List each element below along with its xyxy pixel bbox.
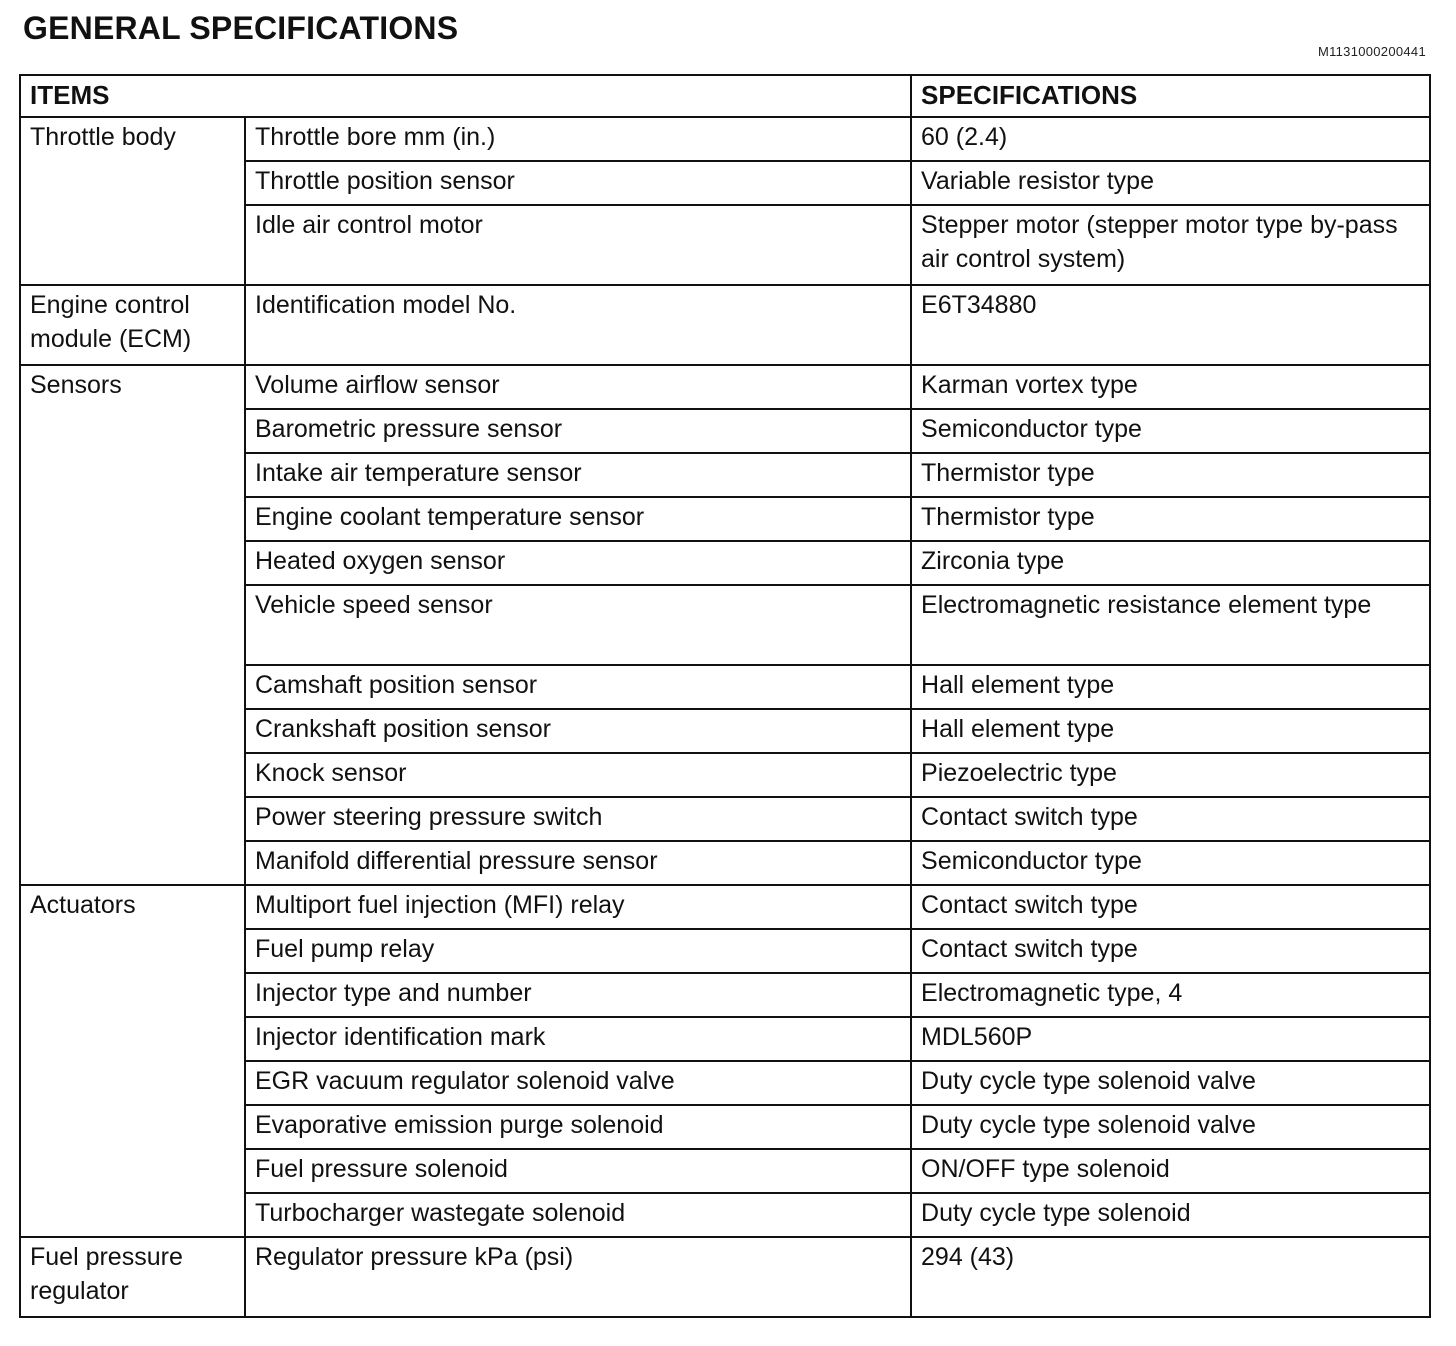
- spec-cell: E6T34880: [911, 285, 1430, 365]
- spec-cell: Contact switch type: [911, 885, 1430, 929]
- item-cell: Barometric pressure sensor: [245, 409, 911, 453]
- spec-cell: Variable resistor type: [911, 161, 1430, 205]
- spec-cell: Contact switch type: [911, 797, 1430, 841]
- spec-cell: Piezoelectric type: [911, 753, 1430, 797]
- spec-cell: Electromagnetic type, 4: [911, 973, 1430, 1017]
- spec-cell: Contact switch type: [911, 929, 1430, 973]
- page-title: GENERAL SPECIFICATIONS: [23, 10, 459, 46]
- table-row: [20, 365, 1430, 409]
- item-cell: Volume airflow sensor: [245, 365, 911, 409]
- spec-cell: Karman vortex type: [911, 365, 1430, 409]
- item-cell: Identification model No.: [245, 285, 911, 365]
- item-cell: Evaporative emission purge solenoid: [245, 1105, 911, 1149]
- item-cell: Fuel pressure solenoid: [245, 1149, 911, 1193]
- table-row: [20, 1237, 1430, 1317]
- item-cell: Multiport fuel injection (MFI) relay: [245, 885, 911, 929]
- item-cell: Turbocharger wastegate solenoid: [245, 1193, 911, 1237]
- spec-cell: Thermistor type: [911, 497, 1430, 541]
- spec-cell: Semiconductor type: [911, 409, 1430, 453]
- item-cell: Knock sensor: [245, 753, 911, 797]
- spec-cell: Semiconductor type: [911, 841, 1430, 885]
- item-cell: Injector type and number: [245, 973, 911, 1017]
- item-cell: Vehicle speed sensor: [245, 585, 911, 665]
- items-column-header: ITEMS: [20, 75, 911, 117]
- item-cell: Injector identification mark: [245, 1017, 911, 1061]
- specifications-table: [19, 74, 1431, 1318]
- item-cell: Idle air control motor: [245, 205, 911, 285]
- spec-cell: MDL560P: [911, 1017, 1430, 1061]
- table-header-row: [20, 75, 1430, 117]
- group-label: Sensors: [20, 365, 245, 885]
- item-cell: Throttle position sensor: [245, 161, 911, 205]
- item-cell: Engine coolant temperature sensor: [245, 497, 911, 541]
- item-cell: EGR vacuum regulator solenoid valve: [245, 1061, 911, 1105]
- spec-cell: Stepper motor (stepper motor type by-pass air control system): [911, 205, 1430, 285]
- group-label: Engine control module (ECM): [20, 285, 245, 365]
- spec-cell: Duty cycle type solenoid: [911, 1193, 1430, 1237]
- spec-cell: Hall element type: [911, 665, 1430, 709]
- spec-cell: Zirconia type: [911, 541, 1430, 585]
- item-cell: Heated oxygen sensor: [245, 541, 911, 585]
- spec-cell: Hall element type: [911, 709, 1430, 753]
- item-cell: Throttle bore mm (in.): [245, 117, 911, 161]
- spec-cell: ON/OFF type solenoid: [911, 1149, 1430, 1193]
- document-id: M1131000200441: [1317, 44, 1426, 59]
- specifications-column-header: SPECIFICATIONS: [911, 75, 1430, 117]
- item-cell: Power steering pressure switch: [245, 797, 911, 841]
- spec-cell: Duty cycle type solenoid valve: [911, 1105, 1430, 1149]
- table-row: [20, 117, 1430, 161]
- spec-cell: Duty cycle type solenoid valve: [911, 1061, 1430, 1105]
- spec-cell: 294 (43): [911, 1237, 1430, 1317]
- item-cell: Intake air temperature sensor: [245, 453, 911, 497]
- item-cell: Crankshaft position sensor: [245, 709, 911, 753]
- group-label: Throttle body: [20, 117, 245, 285]
- item-cell: Regulator pressure kPa (psi): [245, 1237, 911, 1317]
- table-row: [20, 285, 1430, 365]
- table-row: [20, 885, 1430, 929]
- item-cell: Manifold differential pressure sensor: [245, 841, 911, 885]
- item-cell: Fuel pump relay: [245, 929, 911, 973]
- spec-cell: Electromagnetic resistance element type: [911, 585, 1430, 665]
- item-cell: Camshaft position sensor: [245, 665, 911, 709]
- spec-cell: 60 (2.4): [911, 117, 1430, 161]
- spec-cell: Thermistor type: [911, 453, 1430, 497]
- group-label: Fuel pressure regulator: [20, 1237, 245, 1317]
- group-label: Actuators: [20, 885, 245, 1237]
